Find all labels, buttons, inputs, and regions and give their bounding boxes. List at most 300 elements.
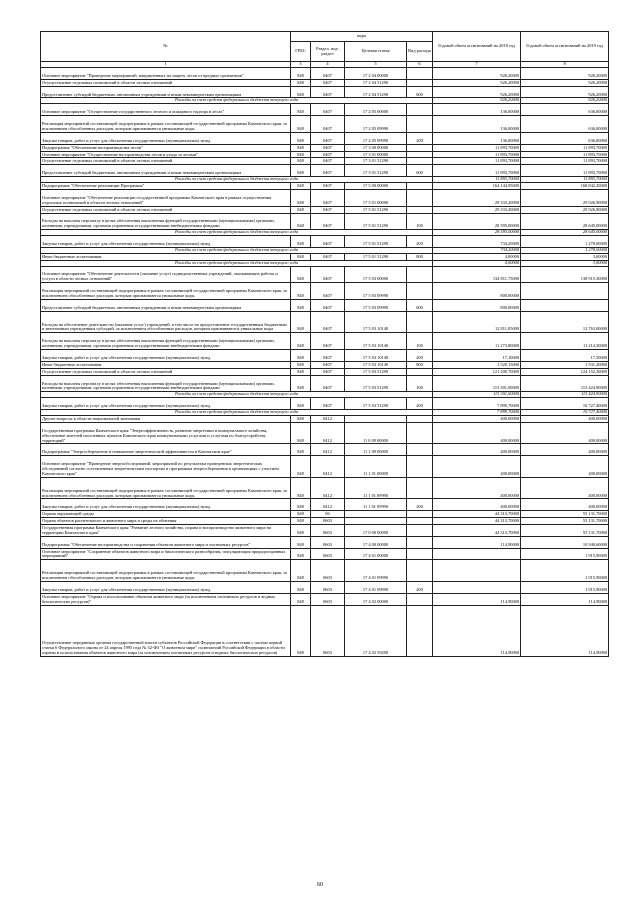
code-razdel: 0407 xyxy=(311,368,345,375)
code-grbs: 848 xyxy=(291,311,311,333)
code-expense-type: 200 xyxy=(407,132,433,144)
code-grbs: 848 xyxy=(291,253,311,260)
code-target: 11 1 01 09990 xyxy=(345,499,407,511)
code-target xyxy=(345,518,407,525)
row-name: Подпрограмма "Обеспечение воспроизводства лесов" xyxy=(41,144,291,151)
code-expense-type xyxy=(407,518,433,525)
code-target: 17 0 00 00000 xyxy=(345,524,407,536)
amount-2019: 11 893,70000 xyxy=(521,165,609,177)
table-row xyxy=(41,151,609,158)
code-target: 17 5 01 00000 xyxy=(345,189,407,206)
amount-2018: 11 273,80000 xyxy=(433,333,521,350)
amount-2019: 28 645,00000 xyxy=(521,230,609,236)
column-index: 1 xyxy=(41,62,291,68)
table-row xyxy=(41,68,609,80)
code-target: 17 5 03 00000 xyxy=(345,266,407,283)
amount-2018: 113 301,00000 xyxy=(433,375,521,392)
code-grbs: 848 xyxy=(291,415,311,422)
code-expense-type xyxy=(407,548,433,560)
code-target: 17 5 01 51290 xyxy=(345,253,407,260)
amount-2019: 10 727,40000 xyxy=(521,398,609,410)
header-razdel: Раздел, под-раздел xyxy=(311,42,345,62)
code-grbs: 848 xyxy=(291,350,311,362)
row-name: Подпрограмма "Энергосбережение и повышение энергетической эффективности в Камчатском крае" xyxy=(41,444,291,456)
amount-2019: 636,00000 xyxy=(521,116,609,133)
code-target: 17 2 04 00000 xyxy=(345,68,407,80)
code-razdel: 0407 xyxy=(311,253,345,260)
amount-2018: 28 595,00000 xyxy=(433,230,521,236)
code-grbs: 848 xyxy=(291,593,311,605)
code-target: 17 5 01 51290 xyxy=(345,213,407,230)
code-grbs: 848 xyxy=(291,333,311,350)
code-razdel: 0407 xyxy=(311,236,345,248)
code-razdel: 0412 xyxy=(311,499,345,511)
amount-2018 xyxy=(433,560,521,582)
amount-2019: 636,00000 xyxy=(521,132,609,144)
table-row xyxy=(41,361,609,368)
code-grbs: 848 xyxy=(291,444,311,456)
code-grbs: 848 xyxy=(291,524,311,536)
amount-2019: 400,00000 xyxy=(521,444,609,456)
code-expense-type: 200 xyxy=(407,499,433,511)
code-grbs: 848 xyxy=(291,183,311,190)
code-expense-type xyxy=(407,116,433,133)
amount-2019: 1 531,20000 xyxy=(521,361,609,368)
amount-2019: 926,20000 xyxy=(521,86,609,98)
amount-2018: 11 893,70000 xyxy=(433,151,521,158)
row-name: Основное мероприятие "Обеспечение реализации государственной программы Камчатского края в рамках осуществления отдельных полномочий в области лесных отношений" xyxy=(41,189,291,206)
code-target: 17 2 05 00000 xyxy=(345,104,407,116)
table-row xyxy=(41,422,609,444)
code-grbs: 848 xyxy=(291,189,311,206)
row-name: Закупка товаров, работ и услуг для обеспечения государственных (муниципальных) нужд xyxy=(41,499,291,511)
amount-2019 xyxy=(521,299,609,311)
row-name: Закупка товаров, работ и услуг для обеспечения государственных (муниципальных) нужд xyxy=(41,236,291,248)
amount-2019: 1 278,00000 xyxy=(521,247,609,253)
amount-2019: 926,20000 xyxy=(521,68,609,80)
code-expense-type: 100 xyxy=(407,375,433,392)
code-expense-type xyxy=(407,536,433,548)
amount-2019: 113 424,90000 xyxy=(521,375,609,392)
code-expense-type xyxy=(407,456,433,478)
code-expense-type xyxy=(407,158,433,165)
header-name: № xyxy=(41,32,291,62)
code-razdel: 0603 xyxy=(311,605,345,656)
code-grbs: 848 xyxy=(291,477,311,499)
code-grbs: 848 xyxy=(291,79,311,86)
amount-2018: 926,20000 xyxy=(433,98,521,104)
amount-2019: 12 763,00000 xyxy=(521,311,609,333)
header-csr: Целевая статья xyxy=(345,42,407,62)
code-target: 17 4 02 59200 xyxy=(345,605,407,656)
amount-2018: 29 333,20000 xyxy=(433,189,521,206)
row-name: Осуществление отдельных полномочий в области лесных отношений xyxy=(41,158,291,165)
code-razdel: 0407 xyxy=(311,333,345,350)
header-vr: Вид расхода xyxy=(407,42,433,62)
code-grbs: 848 xyxy=(291,283,311,300)
amount-2019: 124 152,30000 xyxy=(521,368,609,375)
table-row xyxy=(41,398,609,410)
table-row xyxy=(41,499,609,511)
amount-2019: 113 424,90000 xyxy=(521,392,609,398)
row-name: Расходы за счет средств федерального бюджета текущего года xyxy=(41,392,433,398)
amount-2018: 400,00000 xyxy=(433,477,521,499)
amount-2019: 10 727,40000 xyxy=(521,410,609,416)
code-expense-type: 200 xyxy=(407,581,433,593)
amount-2018: 11 893,70000 xyxy=(433,158,521,165)
table-row xyxy=(41,86,609,98)
row-name: Осуществление отдельных полномочий в области лесных отношений xyxy=(41,79,291,86)
row-name: Основное мероприятие "Проведение мероприятий, направленных на защиту лесов от вредных организмов" xyxy=(41,68,291,80)
row-name: Расходы на обеспечение деятельности (оказание услуг) учреждений, в том числе на предоставление государственным бюджетным и автономным учреждениям субсидий, за исключением обособленных расходов, которым присваиваются уникальные коды xyxy=(41,311,291,333)
row-name: Основное мероприятие "Проведение энергообследований, мероприятий по результатам проведенных энергетических обследований согласно составленным энергетическим паспортам и программам энергосбережения в организациях с участием Камчатского края" xyxy=(41,456,291,478)
code-razdel: 0407 xyxy=(311,189,345,206)
code-target: 17 5 03 10140 xyxy=(345,361,407,368)
row-name: Государственная программа Камчатского края "Развитие лесного хозяйства, охрана и воспроизводство животного мира на территории Камчатского края" xyxy=(41,524,291,536)
row-name: Расходы за счет средств федерального бюджета текущего года xyxy=(41,247,433,253)
code-grbs: 848 xyxy=(291,361,311,368)
code-razdel: 0603 xyxy=(311,548,345,560)
code-expense-type: 600 xyxy=(407,86,433,98)
amount-2018: 113 301,00000 xyxy=(433,392,521,398)
amount-2019: 400,00000 xyxy=(521,499,609,511)
table-row xyxy=(41,213,609,230)
code-target: 17 2 05 09990 xyxy=(345,132,407,144)
table-row xyxy=(41,581,609,593)
code-expense-type xyxy=(407,79,433,86)
row-name: Предоставление субсидий бюджетным, автономным учреждениям и иным некоммерческим организациям xyxy=(41,86,291,98)
amount-2018: 400,00000 xyxy=(433,456,521,478)
code-grbs: 848 xyxy=(291,158,311,165)
row-name: Реализация мероприятий составляющей подпрограммы в рамках составляющей государственной программы Камчатского края, за исключением обособленных расходов, которым присваиваются уникальные коды xyxy=(41,477,291,499)
code-grbs: 848 xyxy=(291,266,311,283)
code-expense-type: 200 xyxy=(407,350,433,362)
table-row xyxy=(41,283,609,300)
amount-2018: 136,00000 xyxy=(433,116,521,133)
table-row xyxy=(41,79,609,86)
amount-2018: 121 200,70000 xyxy=(433,368,521,375)
row-name: Другие вопросы в области национальной экономики xyxy=(41,415,291,422)
code-target: 17 3 01 51290 xyxy=(345,165,407,177)
table-row xyxy=(41,511,609,518)
amount-2019: 11 214,30000 xyxy=(521,333,609,350)
code-expense-type: 200 xyxy=(407,236,433,248)
column-index: 6 xyxy=(407,62,433,68)
code-razdel: 0603 xyxy=(311,518,345,525)
code-expense-type: 100 xyxy=(407,333,433,350)
amount-2019: 11 893,70000 xyxy=(521,144,609,151)
row-name: Расходы на выплаты персоналу в целях обеспечения выполнения функций государственными (муниципальными) органами, казенными учреждениями, органами управления государственными внебюджетными фондами xyxy=(41,375,291,392)
table-row xyxy=(41,560,609,582)
code-grbs: 848 xyxy=(291,511,311,518)
table-body xyxy=(41,62,609,657)
code-grbs: 848 xyxy=(291,116,311,133)
amount-2018: 400,00000 xyxy=(433,444,521,456)
row-name: Охрана объектов растительного и животного мира и среды их обитания xyxy=(41,518,291,525)
table-row xyxy=(41,299,609,311)
table-row xyxy=(41,236,609,248)
column-index: 3 xyxy=(291,62,311,68)
table-row xyxy=(41,350,609,362)
table-row xyxy=(41,333,609,350)
code-razdel: 0407 xyxy=(311,116,345,133)
amount-2018: 734,20000 xyxy=(433,236,521,248)
code-razdel: 0407 xyxy=(311,311,345,333)
code-razdel: 0407 xyxy=(311,266,345,283)
code-razdel: 0407 xyxy=(311,350,345,362)
code-expense-type xyxy=(407,477,433,499)
row-name: Реализация мероприятий составляющей подпрограммы в рамках составляющей государственной программы Камчатского края, за исключением обособленных расходов, которым присваиваются уникальные коды xyxy=(41,116,291,133)
table-row xyxy=(41,524,609,536)
code-grbs: 848 xyxy=(291,213,311,230)
amount-2018: 400,00000 xyxy=(433,415,521,422)
code-expense-type xyxy=(407,266,433,283)
table-row xyxy=(41,189,609,206)
code-expense-type xyxy=(407,189,433,206)
code-target: 11 1 01 00000 xyxy=(345,456,407,478)
code-expense-type xyxy=(407,444,433,456)
code-expense-type xyxy=(407,415,433,422)
row-name: Основное мероприятие "Охрана и использование объектов животного мира (за исключением охотничьих ресурсов и водных биологических ресурсов)" xyxy=(41,593,291,605)
code-expense-type xyxy=(407,283,433,300)
amount-2019: 1 278,00000 xyxy=(521,236,609,248)
code-expense-type xyxy=(407,311,433,333)
row-name: Реализация мероприятий составляющей подпрограммы в рамках составляющей государственной программы Камчатского края, за исключением обособленных расходов, которым присваиваются уникальные коды xyxy=(41,560,291,582)
amount-2018: 926,20000 xyxy=(433,86,521,98)
amount-2019: 1 915,90000 xyxy=(521,560,609,582)
code-expense-type xyxy=(407,560,433,582)
code-razdel: 0407 xyxy=(311,361,345,368)
amount-2018: 17,10000 xyxy=(433,350,521,362)
code-target: 17 5 03 09990 xyxy=(345,283,407,300)
amount-2018: 400,00000 xyxy=(433,422,521,444)
amount-2018: 136,00000 xyxy=(433,132,521,144)
code-expense-type: 100 xyxy=(407,213,433,230)
table-row xyxy=(41,593,609,605)
amount-2019: 400,00000 xyxy=(521,477,609,499)
code-grbs: 848 xyxy=(291,548,311,560)
code-expense-type xyxy=(407,144,433,151)
code-target: 17 5 03 51290 xyxy=(345,375,407,392)
code-target: 17 2 04 51290 xyxy=(345,86,407,98)
code-target: 17 3 00 00000 xyxy=(345,144,407,151)
row-name: Подпрограмма "Обеспечение реализации Программы" xyxy=(41,183,291,190)
amount-2018: 7 899,70000 xyxy=(433,410,521,416)
code-target: 17 5 03 09990 xyxy=(345,299,407,311)
code-grbs: 848 xyxy=(291,151,311,158)
row-name: Расходы на выплаты персоналу в целях обеспечения выполнения функций государственными (муниципальными) органами, казенными учреждениями, органами управления государственными внебюджетными фондами xyxy=(41,333,291,350)
code-target xyxy=(345,415,407,422)
code-target: 17 5 03 51290 xyxy=(345,368,407,375)
code-razdel: 0603 xyxy=(311,524,345,536)
code-expense-type xyxy=(407,605,433,656)
table-row xyxy=(41,206,609,213)
table-row xyxy=(41,536,609,548)
table-row xyxy=(41,144,609,151)
row-name: Расходы за счет средств федерального бюджета текущего года xyxy=(41,98,433,104)
amount-2018: 1 520,15000 xyxy=(433,361,521,368)
table-row xyxy=(41,266,609,283)
code-expense-type: 800 xyxy=(407,361,433,368)
table-row xyxy=(41,518,609,525)
amount-2019: 636,00000 xyxy=(521,104,609,116)
amount-2018: 926,20000 xyxy=(433,68,521,80)
code-target: 17 3 01 51290 xyxy=(345,158,407,165)
row-name: Основное мероприятие "Сохранение объектов животного мира и биологического разнообразия, популяризация природоохранных мероприятий" xyxy=(41,548,291,560)
header-codes: коды xyxy=(291,32,433,42)
code-razdel: 0407 xyxy=(311,375,345,392)
code-expense-type xyxy=(407,593,433,605)
amount-2018: 11 893,70000 xyxy=(433,177,521,183)
amount-2018: 134 811,75000 xyxy=(433,266,521,283)
code-razdel: 0407 xyxy=(311,158,345,165)
amount-2018: 28 595,00000 xyxy=(433,213,521,230)
code-grbs: 848 xyxy=(291,165,311,177)
amount-2018: 800,00000 xyxy=(433,283,521,300)
page-number: 60 xyxy=(317,882,323,888)
amount-2019: 114,90000 xyxy=(521,605,609,656)
code-grbs: 848 xyxy=(291,605,311,656)
code-razdel: 0412 xyxy=(311,444,345,456)
code-razdel: 0407 xyxy=(311,283,345,300)
row-name: Расходы на выплаты персоналу в целях обеспечения выполнения функций государственными (муниципальными) органами, казенными учреждениями, органами управления государственными внебюджетными фондами xyxy=(41,213,291,230)
code-expense-type xyxy=(407,68,433,80)
column-index: 8 xyxy=(521,62,609,68)
amount-2018: 926,20000 xyxy=(433,79,521,86)
code-grbs: 848 xyxy=(291,132,311,144)
table-row xyxy=(41,116,609,133)
amount-2019: 55 131,70000 xyxy=(521,511,609,518)
table-row xyxy=(41,415,609,422)
amount-2018: 44 313,70000 xyxy=(433,518,521,525)
row-name: Осуществление переданных органам государственной власти субъектов Российской Федерации в соответствии с частью первой статьи 6 Федерального закона от 24 апреля 1995 года № 52-ФЗ "О животном мире" полномочий Российской Федерации в области охраны и использования объектов животного мира (за исключением охотничьих ресурсов и водных биологических ресурсов) xyxy=(41,605,291,656)
row-name: Осуществление отдельных полномочий в области лесных отношений xyxy=(41,368,291,375)
code-grbs: 848 xyxy=(291,422,311,444)
code-razdel: 0412 xyxy=(311,422,345,444)
code-expense-type xyxy=(407,206,433,213)
table-row xyxy=(41,183,609,190)
code-razdel: 0603 xyxy=(311,593,345,605)
column-index: 7 xyxy=(433,62,521,68)
amount-2019: 29 926,90000 xyxy=(521,189,609,206)
code-target: 17 4 00 00000 xyxy=(345,536,407,548)
row-name: Иные бюджетные ассигнования xyxy=(41,361,291,368)
code-target: 11 1 00 00000 xyxy=(345,444,407,456)
code-expense-type: 600 xyxy=(407,299,433,311)
code-razdel: 06 xyxy=(311,511,345,518)
row-name: Реализация мероприятий составляющей подпрограммы в рамках составляющей государственной программы Камчатского края, за исключением обособленных расходов, которым присваиваются уникальные коды xyxy=(41,283,291,300)
amount-2019: 17,50000 xyxy=(521,350,609,362)
code-razdel: 0412 xyxy=(311,415,345,422)
code-target: 17 5 01 51290 xyxy=(345,206,407,213)
row-name: Предоставление субсидий бюджетным, автономным учреждениям и иным некоммерческим организациям xyxy=(41,165,291,177)
amount-2019: 400,00000 xyxy=(521,415,609,422)
code-grbs: 848 xyxy=(291,68,311,80)
code-razdel: 0603 xyxy=(311,560,345,582)
amount-2019: 29 926,90000 xyxy=(521,206,609,213)
amount-2019: 114,90000 xyxy=(521,593,609,605)
amount-2018: 4,00000 xyxy=(433,260,521,266)
amount-2019: 3,00000 xyxy=(521,253,609,260)
code-expense-type xyxy=(407,422,433,444)
amount-2019 xyxy=(521,283,609,300)
code-razdel: 0407 xyxy=(311,206,345,213)
column-index: 4 xyxy=(311,62,345,68)
amount-2019: 11 893,70000 xyxy=(521,158,609,165)
code-grbs: 848 xyxy=(291,581,311,593)
amount-2019: 1 915,90000 xyxy=(521,548,609,560)
code-expense-type xyxy=(407,524,433,536)
amount-2018: 4,00000 xyxy=(433,253,521,260)
code-razdel: 0407 xyxy=(311,104,345,116)
table-row xyxy=(41,158,609,165)
amount-2019: 926,20000 xyxy=(521,98,609,104)
code-target: 17 2 04 51290 xyxy=(345,79,407,86)
amount-2019: 926,20000 xyxy=(521,79,609,86)
row-name: Расходы за счет средств федерального бюджета текущего года xyxy=(41,230,433,236)
code-grbs: 848 xyxy=(291,456,311,478)
table-row xyxy=(41,132,609,144)
amount-2018: 44 313,70000 xyxy=(433,524,521,536)
header-2018: Годовой объем ассигнований на 2018 год xyxy=(433,32,521,62)
amount-2018 xyxy=(433,581,521,593)
column-index: 5 xyxy=(345,62,407,68)
code-target: 17 4 01 00000 xyxy=(345,548,407,560)
code-target: 17 5 03 10140 xyxy=(345,333,407,350)
code-grbs: 848 xyxy=(291,104,311,116)
row-name: Предоставление субсидий бюджетным, автономным учреждениям и иным некоммерческим организациям xyxy=(41,299,291,311)
amount-2018: 734,20000 xyxy=(433,247,521,253)
code-expense-type xyxy=(407,183,433,190)
amount-2019: 138 915,30000 xyxy=(521,266,609,283)
code-grbs: 848 xyxy=(291,368,311,375)
amount-2018: 136,00000 xyxy=(433,104,521,116)
code-razdel: 0407 xyxy=(311,213,345,230)
amount-2019: 3,00000 xyxy=(521,260,609,266)
amount-2018: 400,00000 xyxy=(433,499,521,511)
code-target: 17 5 03 10140 xyxy=(345,350,407,362)
amount-2019: 55 131,70000 xyxy=(521,524,609,536)
amount-2018: 114,90000 xyxy=(433,593,521,605)
table-row xyxy=(41,104,609,116)
amount-2019: 1 915,90000 xyxy=(521,581,609,593)
code-razdel: 0407 xyxy=(311,86,345,98)
header-grbs: ГРБС xyxy=(291,42,311,62)
amount-2018: 114,90000 xyxy=(433,605,521,656)
code-target: 17 2 05 09990 xyxy=(345,116,407,133)
row-name: Охрана окружающей среды xyxy=(41,511,291,518)
code-razdel: 0603 xyxy=(311,581,345,593)
row-name: Основное мероприятие "Осуществление воспроизводства лесов и ухода за лесами" xyxy=(41,151,291,158)
row-name: Государственная программа Камчатского края "Энергоэффективность, развитие энергетики и коммунального хозяйства, обеспечение жителей населенных пунктов Камчатского края коммунальными услугами и услугами по благоустройству территорий" xyxy=(41,422,291,444)
table-row xyxy=(41,444,609,456)
code-target: 17 4 02 00000 xyxy=(345,593,407,605)
row-name: Основное мероприятие "Осуществление государственного лесного и пожарного надзора в лесах" xyxy=(41,104,291,116)
amount-2018: 12 811,05000 xyxy=(433,311,521,333)
code-target: 11 0 00 00000 xyxy=(345,422,407,444)
table-row xyxy=(41,605,609,656)
code-expense-type: 800 xyxy=(407,253,433,260)
code-target: 17 5 03 51290 xyxy=(345,398,407,410)
budget-table xyxy=(40,31,609,657)
code-razdel: 0407 xyxy=(311,299,345,311)
amount-2018: 11 893,70000 xyxy=(433,165,521,177)
code-grbs: 848 xyxy=(291,536,311,548)
amount-2018 xyxy=(433,548,521,560)
table-row xyxy=(41,477,609,499)
code-razdel: 0603 xyxy=(311,536,345,548)
row-name: Подпрограмма "Обеспечение воспроизводства и сохранения объектов животного мира и охотничьих ресурсов" xyxy=(41,536,291,548)
